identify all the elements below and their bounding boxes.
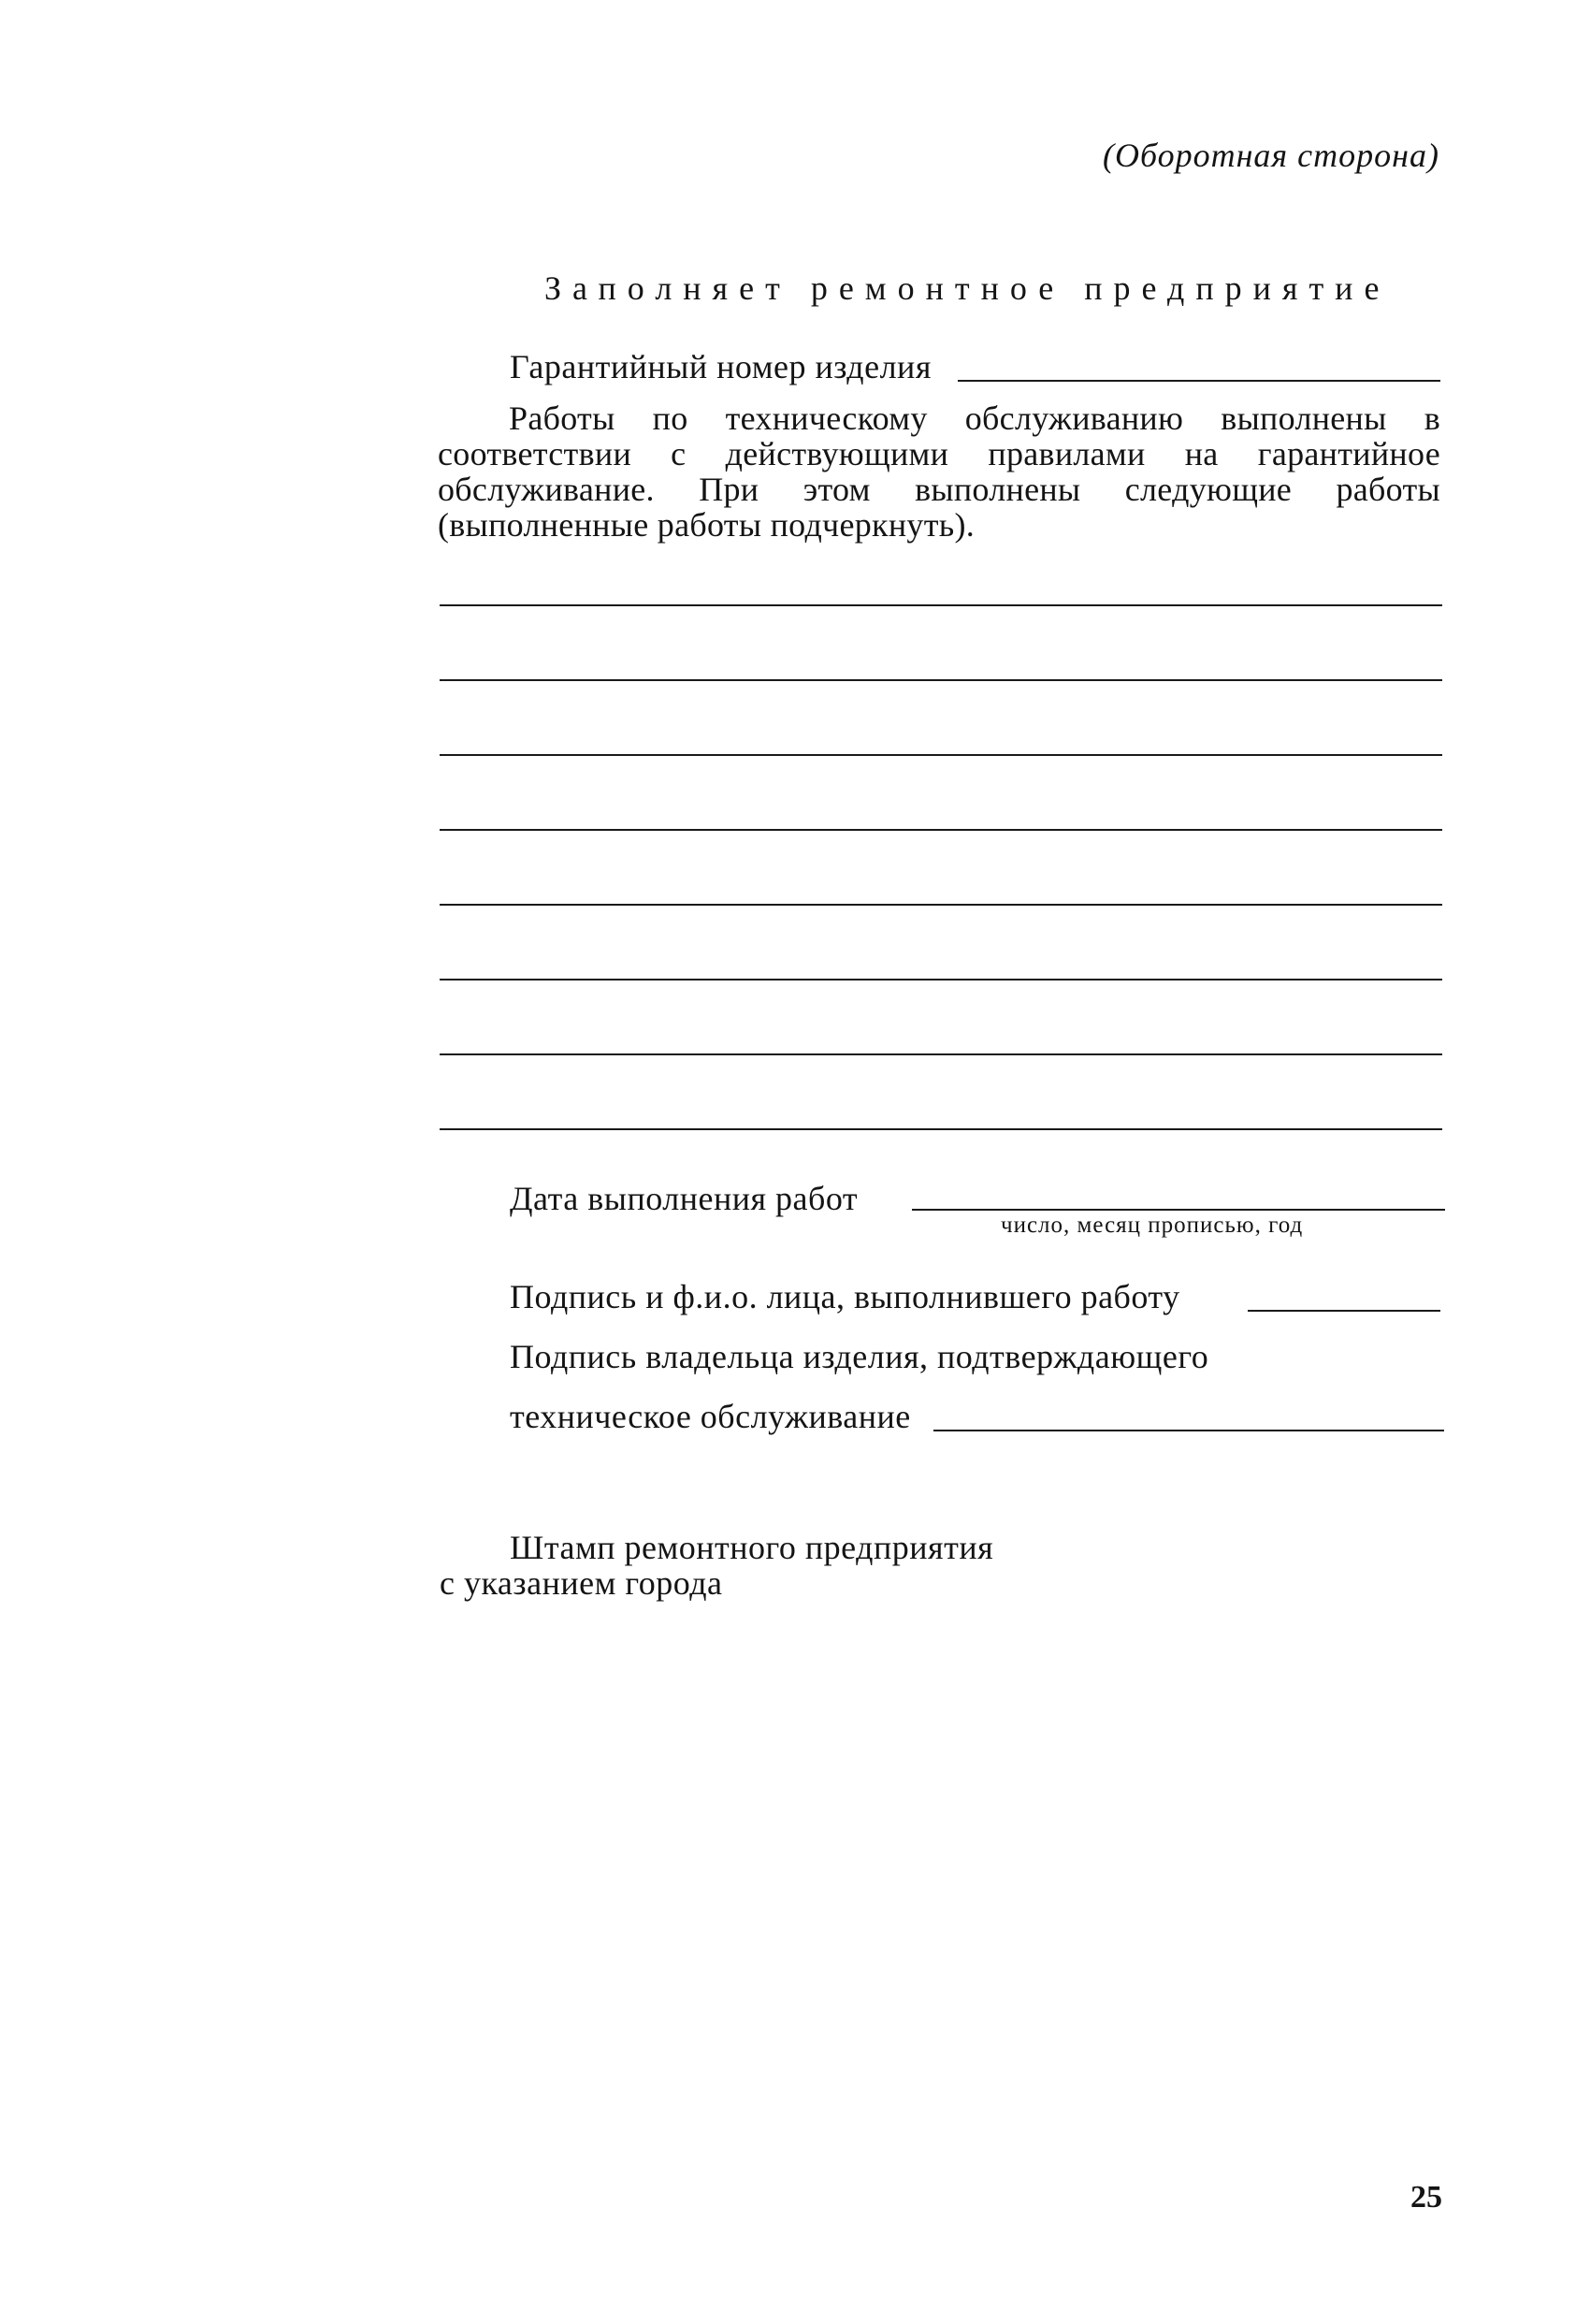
works-blank-line[interactable] xyxy=(440,829,1442,831)
date-label: Дата выполнения работ xyxy=(510,1180,859,1217)
works-blank-line[interactable] xyxy=(440,679,1442,681)
page-side-label: (Оборотная сторона) xyxy=(1102,137,1439,174)
date-hint: число, месяц прописью, год xyxy=(1001,1213,1304,1238)
owner-signature-label-line1: Подпись владельца изделия, подтверждающего xyxy=(510,1338,1209,1375)
works-blank-line[interactable] xyxy=(440,904,1442,906)
works-blank-line[interactable] xyxy=(440,754,1442,756)
owner-signature-label-line2: техническое обслуживание xyxy=(510,1398,911,1435)
stamp-label-line2: с указанием города xyxy=(440,1564,723,1602)
executor-signature-label: Подпись и ф.и.о. лица, выполнившего работу xyxy=(510,1278,1180,1315)
works-blank-line[interactable] xyxy=(440,1128,1442,1130)
stamp-label-line1: Штамп ремонтного предприятия xyxy=(510,1529,994,1566)
owner-signature-field[interactable] xyxy=(933,1430,1444,1431)
warranty-number-field[interactable] xyxy=(958,380,1440,382)
executor-signature-field[interactable] xyxy=(1248,1310,1440,1312)
works-blank-line[interactable] xyxy=(440,604,1442,606)
page-number: 25 xyxy=(1410,2180,1442,2215)
works-blank-line[interactable] xyxy=(440,1053,1442,1055)
date-field[interactable] xyxy=(912,1209,1445,1211)
section-title: Заполняет ремонтное предприятие xyxy=(544,269,1391,307)
works-paragraph: Работы по техническому обслуживанию выполнены в соответствии с действующими правилами на гарантийное обслуживание. При этом выполнены следующие работы (выполненные работы подчеркнуть). xyxy=(438,399,1440,544)
warranty-number-label: Гарантийный номер изделия xyxy=(510,348,932,385)
works-blank-line[interactable] xyxy=(440,979,1442,980)
